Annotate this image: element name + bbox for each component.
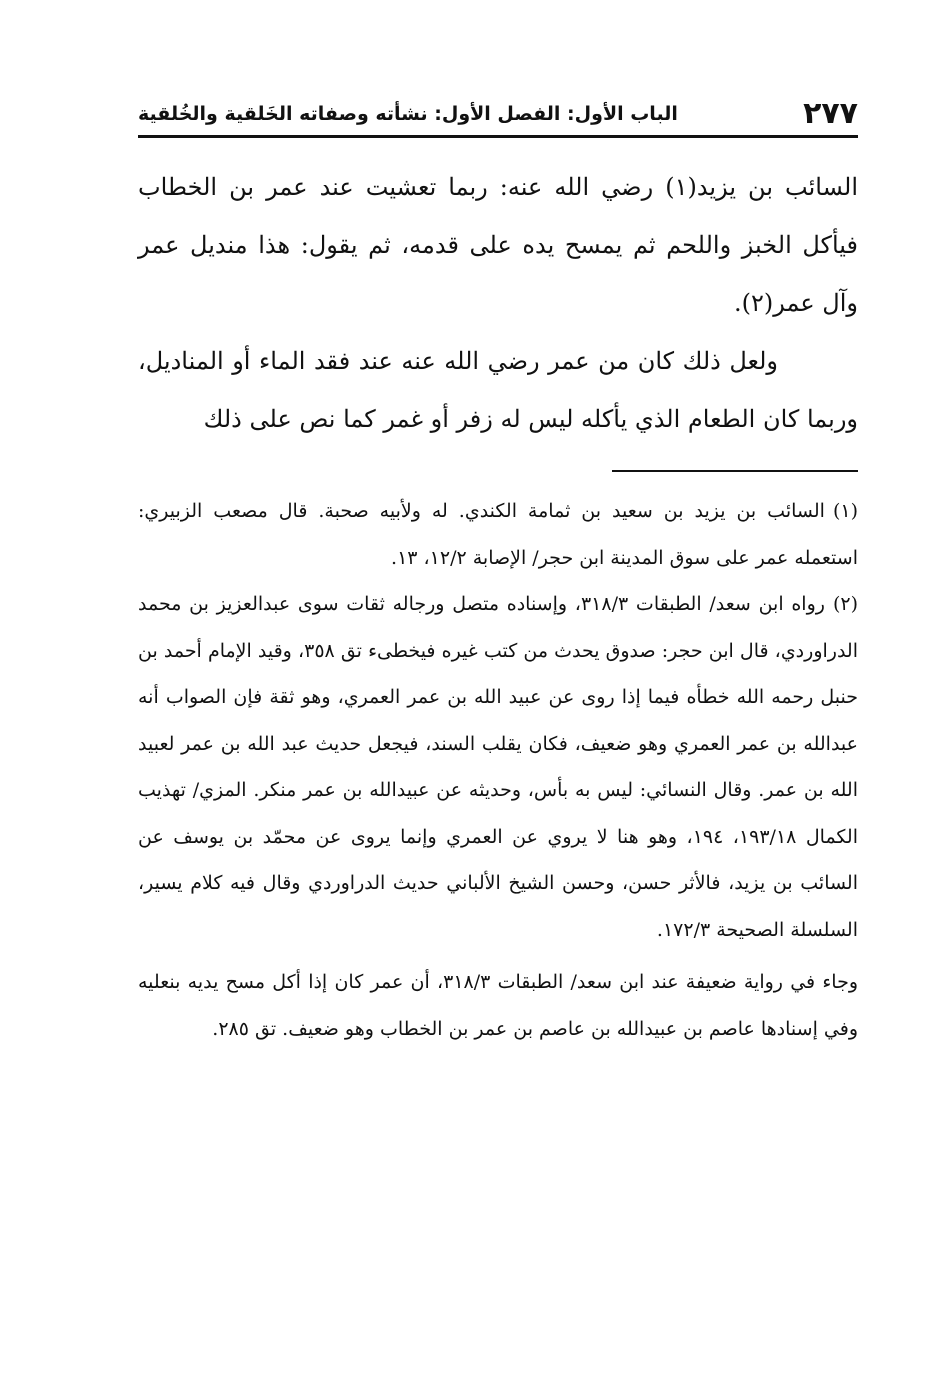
footnote-text: رواه ابن سعد/ الطبقات ٣١٨/٣، وإسناده متصل ورجاله ثقات سوى عبدالعزيز بن محمد الدراوردي، قال ابن حجر: صدوق يحدث من كتب غيره فيخطىء تق ٣٥٨، وقيد الإمام أحمد بن حنبل رحمه الله خطأه فيما إذا روى عن عبيد الله بن عمر العمري، وهو ثقة فإن الصواب أنه عبدالله بن عمر العمري وهو ضعيف، فكان يقلب السند، فيجعل حديث عبد الله بن عمر لعبيد الله بن عمر. وقال النسائي: ليس به بأس، وحديثه عن عبيدالله بن عمر منكر. المزي/ تهذيب الكمال ١٩٣/١٨، ١٩٤، وهو هنا لا يروي عن العمري وإنما يروى عن محمّد بن يوسف عن السائب بن يزيد، فالأثر حسن، وحسن الشيخ الألباني حديث الدراوردي وقال فيه كلام يسير، السلسلة الصحيحة ١٧٢/٣. xyxy=(138,593,858,941)
footnote-marker: (١) xyxy=(832,500,858,522)
footnote-2 xyxy=(138,581,858,953)
main-text xyxy=(138,158,858,448)
footnote-marker: (٢) xyxy=(832,593,858,615)
footnote-extra: وجاء في رواية ضعيفة عند ابن سعد/ الطبقات ٣١٨/٣، أن عمر كان إذا أكل مسح يديه بنعليه وفي إسنادها عاصم بن عبيدالله بن عاصم بن عمر بن الخطاب وهو ضعيف. تق ٢٨٥. xyxy=(138,971,858,1040)
body-paragraph: السائب بن يزيد(١) رضي الله عنه: ربما تعشيت عند عمر بن الخطاب فيأكل الخبز واللحم ثم يمسح يده على قدمه، ثم يقول: هذا منديل عمر وآل عمر(٢). xyxy=(138,173,858,317)
page-header xyxy=(138,92,858,138)
footnotes-section xyxy=(138,488,858,1052)
page-number: ٢٧٧ xyxy=(803,96,858,131)
footnote-1 xyxy=(138,488,858,581)
footnote-separator xyxy=(612,470,858,472)
body-paragraph: ولعل ذلك كان من عمر رضي الله عنه عند فقد الماء أو المناديل، وربما كان الطعام الذي يأكله ليس له زفر أو غمر كما نص على ذلك xyxy=(138,347,858,433)
running-title: الباب الأول: الفصل الأول: نشأته وصفاته الخَلقية والخُلقية xyxy=(138,103,678,125)
footnote-text: السائب بن يزيد بن سعيد بن ثمامة الكندي. له ولأبيه صحبة. قال مصعب الزبيري: استعمله عمر على سوق المدينة ابن حجر/ الإصابة ١٢/٢، ١٣. xyxy=(138,500,858,569)
